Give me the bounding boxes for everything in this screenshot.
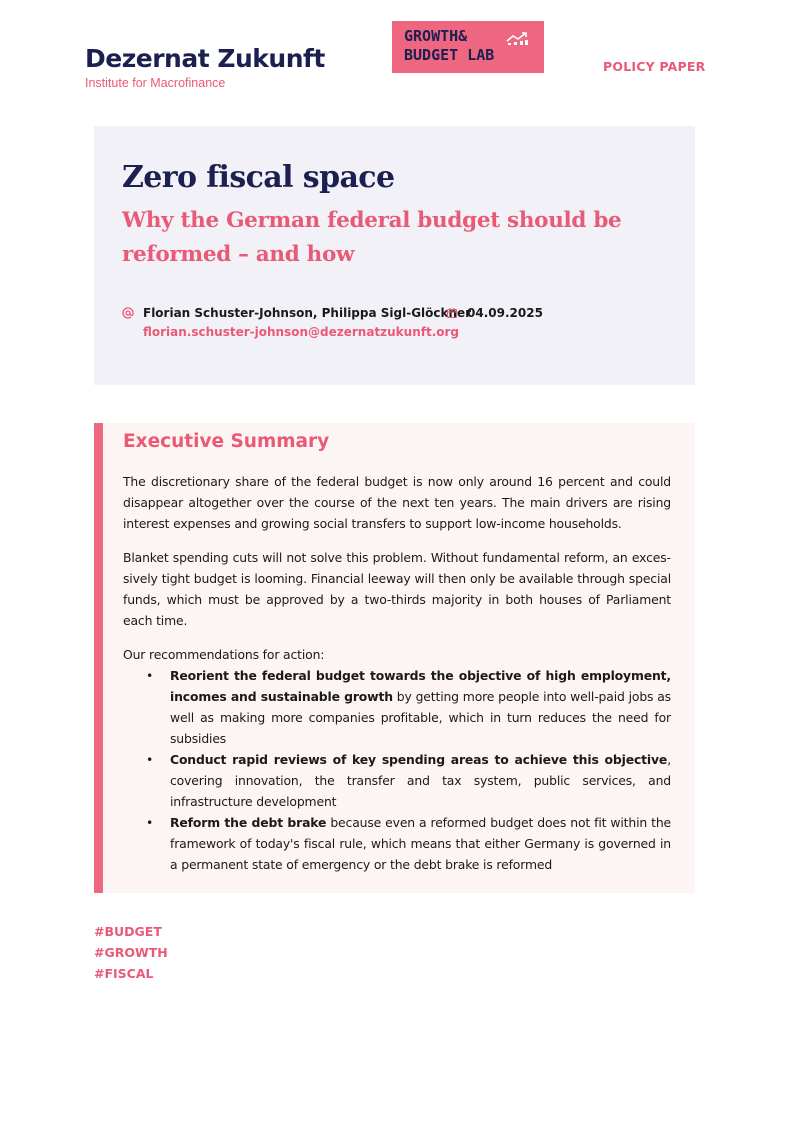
summary-heading: Executive Summary bbox=[123, 431, 330, 452]
summary-paragraph-1: The discretionary share of the federal budget is now only around 16 percent and could disappear altogether over the course of the next ten years. The main drivers are rising interest expenses and growing social transfers to support low-income households. bbox=[123, 474, 671, 531]
list-item bbox=[170, 665, 671, 749]
author-info bbox=[122, 306, 471, 339]
publication-date: 04.09.2025 bbox=[467, 306, 543, 320]
list-item bbox=[170, 749, 671, 812]
document-type-label: POLICY PAPER bbox=[603, 59, 706, 74]
lab-logo-line2: BUDGET LAB bbox=[404, 46, 495, 64]
calendar-icon bbox=[446, 307, 458, 319]
recommendation-text: by getting more people into well-paid jobs as well as making more companies profitable, which in turn reduces the need for subsidies bbox=[170, 689, 671, 746]
list-item bbox=[170, 812, 671, 875]
tag-budget[interactable]: #BUDGET bbox=[94, 924, 162, 939]
summary-paragraph-2: Blanket spending cuts will not solve this problem. Without fundamental reform, an excessively tight budget is looming. Financial leeway will then only be available through special funds, which must be approved by a two-thirds majority in both houses of Parliament each time. bbox=[123, 550, 671, 628]
page-title: Zero fiscal space bbox=[122, 160, 395, 195]
tag-growth[interactable]: #GROWTH bbox=[94, 945, 168, 960]
growth-budget-lab-logo bbox=[392, 21, 544, 73]
recommendation-text: because even a reformed budget does not fit within the framework of today's fiscal rule, which means that either Germany is governed in a permanent state of emergency or the debt brake is reformed bbox=[170, 815, 671, 872]
author-names: Florian Schuster-Johnson, Philippa Sigl-Glöckner bbox=[143, 306, 472, 320]
recommendations-lead: Our recommendations for action: bbox=[123, 647, 325, 662]
lab-logo-line1: GROWTH& bbox=[404, 27, 468, 45]
logo-subtitle: Institute for Macrofinance bbox=[85, 76, 226, 90]
publication-date-info bbox=[446, 306, 543, 320]
chart-icon bbox=[506, 31, 530, 45]
page-subtitle: Why the German federal budget should be reformed – and how bbox=[122, 208, 622, 267]
title-block bbox=[94, 126, 695, 385]
tag-list bbox=[94, 921, 168, 984]
logo-name: Dezernat Zukunft bbox=[85, 44, 325, 73]
tag-fiscal[interactable]: #FISCAL bbox=[94, 966, 154, 981]
recommendations-list bbox=[123, 665, 671, 875]
recommendation-text: , covering innovation, the transfer and tax system, public services, and infrastructure development bbox=[170, 752, 671, 809]
executive-summary bbox=[94, 423, 695, 893]
dezernat-zukunft-logo bbox=[85, 44, 325, 90]
recommendation-bold: Reform the debt brake bbox=[170, 815, 327, 830]
recommendation-bold: Conduct rapid reviews of key spending areas to achieve this objective bbox=[170, 752, 668, 767]
recommendation-bold: Reorient the federal budget towards the objective of high employment, incomes and sustainable growth bbox=[170, 668, 671, 704]
author-email-link[interactable]: florian.schuster-johnson@dezernatzukunft.org bbox=[143, 325, 460, 339]
at-sign-icon bbox=[122, 307, 134, 319]
